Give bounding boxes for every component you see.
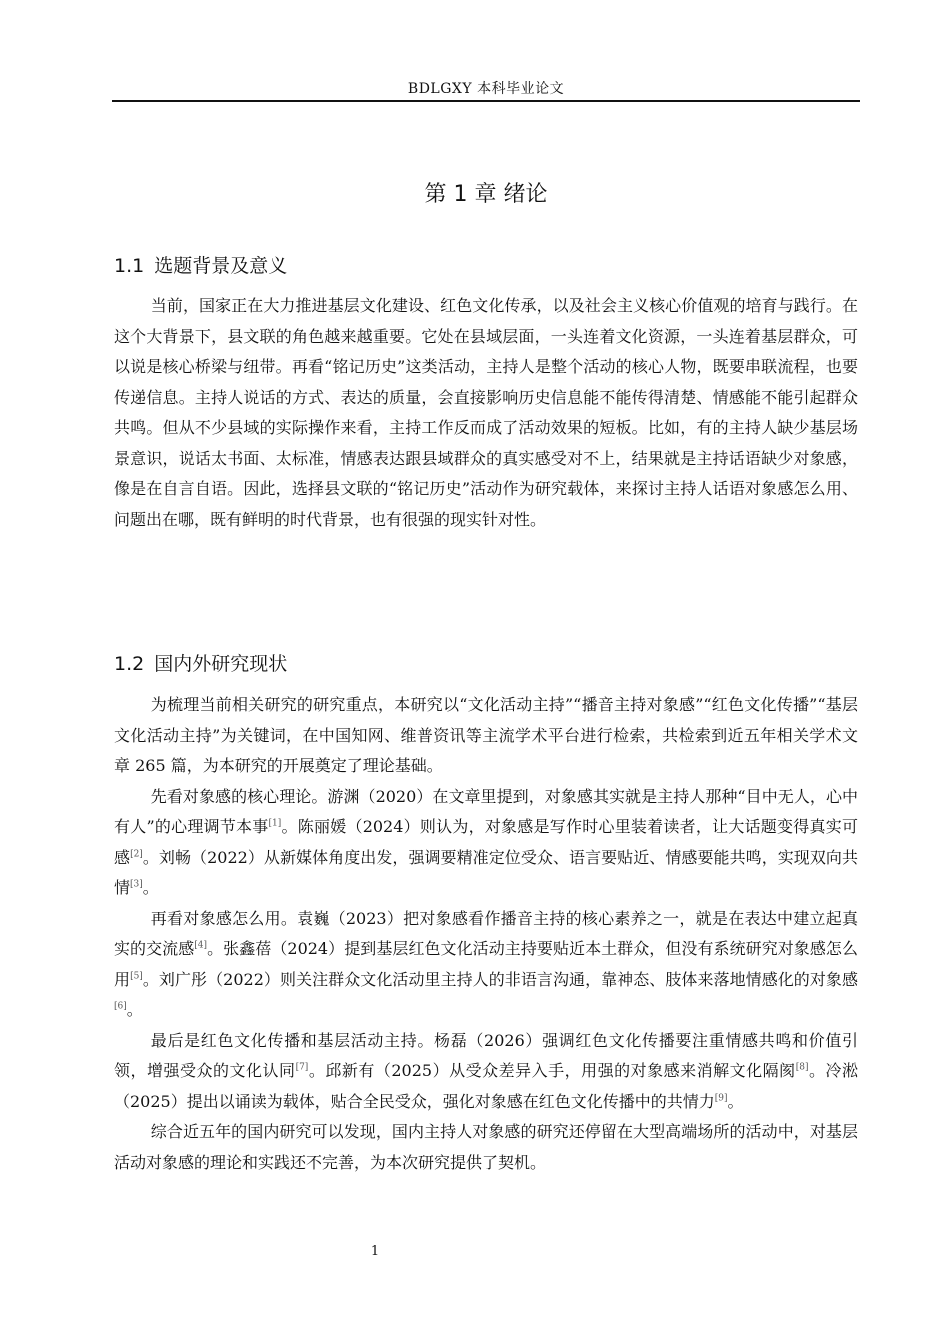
section-number: 1.1: [114, 255, 145, 277]
header-rule: [112, 100, 860, 102]
paragraph-text: 先看对象感的核心理论。游渊（2020）在文章里提到，对象感其实就是主持人那种“目中无人，心中有人”的心理调节本事: [114, 786, 858, 836]
paragraph-text: 。邱新有（2025）从受众差异入手，用强的对象感来消解文化隔阂: [308, 1061, 796, 1080]
page-number: 1: [370, 1244, 380, 1259]
citation-ref: [3]: [130, 879, 143, 890]
paragraph-text: 。张鑫蓓（2024）提到基层红色文化活动主持要贴近本土群众，但没有系统研究对象感怎么用: [114, 939, 858, 989]
paragraph-text: 。: [727, 1091, 744, 1111]
section-1-1-body: [114, 291, 858, 535]
paragraph-text: 。刘畅（2022）从新媒体角度出发，强调要精准定位受众、语言要贴近、情感要能共鸣，实现双向共情: [114, 847, 858, 897]
citation-ref: [9]: [714, 1093, 728, 1104]
paragraph: 当前，国家正在大力推进基层文化建设、红色文化传承，以及社会主义核心价值观的培育与践行。在这个大背景下，县文联的角色越来越重要。它处在县域层面，一头连着文化资源，一头连着基层群众，可以说是核心桥梁与纽带。再看“铭记历史”这类活动，主持人是整个活动的核心人物，既要串联流程，也要传递信息。主持人说话的方式、表达的质量，会直接影响历史信息能不能传得清楚、情感能不能引起群众共鸣。但从不少县域的实际操作来看，主持工作反而成了活动效果的短板。比如，有的主持人缺少基层场景意识，说话太书面、太标准，情感表达跟县域群众的真实感受对不上，结果就是主持话语缺少对象感，像是在自言自语。因此，选择县文联的“铭记历史”活动作为研究载体，来探讨主持人话语对象感怎么用、问题出在哪，既有鲜明的时代背景，也有很强的现实针对性。: [114, 296, 858, 529]
section-heading-1-1: [114, 253, 287, 279]
citation-ref: [1]: [268, 818, 282, 829]
paragraph: [114, 1026, 858, 1118]
paragraph-text: 。刘广彤（2022）则关注群众文化活动里主持人的非语言沟通，靠神态、肢体来落地情感化的对象感: [142, 969, 858, 989]
section-number: 1.2: [114, 653, 145, 675]
paragraph-text: 。: [126, 1000, 143, 1019]
paragraph: [114, 782, 858, 904]
paragraph: 综合近五年的国内研究可以发现，国内主持人对象感的研究还停留在大型高端场所的活动中，对基层活动对象感的理论和实践还不完善，为本次研究提供了契机。: [114, 1122, 858, 1172]
paragraph: [114, 904, 858, 1026]
paragraph-text: 。冷淞（2025）提出以诵读为载体，贴合全民受众，强化对象感在红色文化传播中的共情力: [114, 1061, 858, 1111]
citation-ref: [5]: [130, 971, 143, 982]
section-title: 国内外研究现状: [154, 653, 288, 675]
paragraph-text: 最后是红色文化传播和基层活动主持。杨磊（2026）强调红色文化传播要注重情感共鸣和价值引领，增强受众的文化认同: [114, 1030, 858, 1080]
paragraph-text: 。陈丽媛（2024）则认为，对象感是写作时心里装着读者，让大话题变得真实可感: [114, 817, 858, 867]
citation-ref: [6]: [114, 1001, 127, 1012]
section-1-2-body: [114, 690, 858, 1178]
section-title: 选题背景及意义: [154, 255, 288, 277]
citation-ref: [4]: [194, 940, 208, 951]
paragraph-text: 。: [142, 878, 159, 897]
citation-ref: [8]: [795, 1062, 809, 1073]
citation-ref: [7]: [295, 1062, 309, 1073]
running-header: BDLGXY 本科毕业论文: [407, 81, 565, 97]
chapter-title: 第 1 章 绪论: [424, 182, 548, 207]
citation-ref: [2]: [130, 849, 143, 860]
paragraph: 为梳理当前相关研究的研究重点，本研究以“文化活动主持”“播音主持对象感”“红色文化传播”“基层文化活动主持”为关键词，在中国知网、维普资讯等主流学术平台进行检索，共检索到近五年相关学术文章 265 篇，为本研究的开展奠定了理论基础。: [114, 695, 858, 775]
paragraph-text: 再看对象感怎么用。袁巍（2023）把对象感看作播音主持的核心素养之一，就是在表达中建立起真实的交流感: [114, 908, 858, 958]
section-heading-1-2: [114, 651, 287, 677]
